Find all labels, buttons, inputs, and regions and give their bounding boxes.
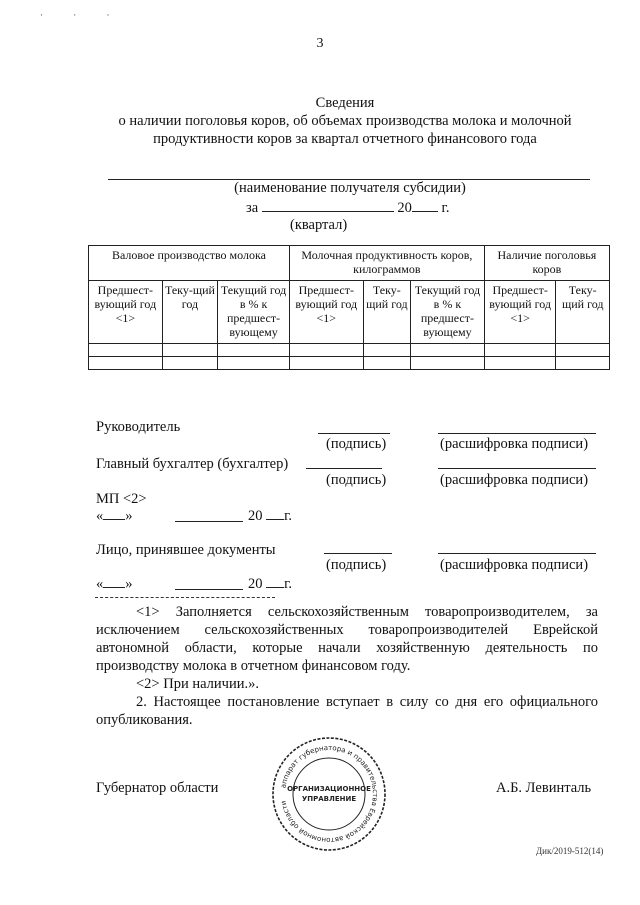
date-year-2 [248, 575, 292, 593]
data-table [88, 245, 610, 370]
page-title [90, 94, 600, 148]
title-line-1: Сведения [315, 95, 375, 111]
period-row [246, 199, 449, 217]
year-blank [412, 199, 438, 212]
head-decode-caption: (расшифровка подписи) [440, 436, 589, 452]
empty-cell[interactable] [89, 344, 163, 357]
period-prefix: за [246, 200, 259, 216]
date-open-quote: « [96, 576, 104, 592]
empty-cell[interactable] [218, 357, 290, 370]
subheader-cell: Текущий год в % к предшест-вующему [218, 281, 290, 344]
empty-cell[interactable] [363, 357, 410, 370]
governor-name: А.Б. Левинталь [496, 780, 592, 796]
subheader-cell: Предшест-вующий год <1> [89, 281, 163, 344]
footnote-2: <2> При наличии.». [136, 676, 259, 692]
governor-title: Губернатор области [96, 780, 219, 796]
recipient-caption: (наименование получателя субсидии) [234, 180, 466, 196]
quarter-blank [262, 199, 394, 212]
official-stamp [270, 735, 388, 853]
subheader-cell: Теку-щий год [556, 281, 610, 344]
empty-cell[interactable] [556, 344, 610, 357]
seal-label: МП <2> [96, 491, 147, 507]
footnotes [96, 603, 598, 729]
year-blank[interactable] [266, 575, 284, 588]
month-blank[interactable] [175, 589, 243, 590]
receiver-signature-caption: (подпись) [326, 557, 387, 573]
day-blank[interactable] [103, 575, 125, 588]
group-milk-productivity: Молочная продуктивность коров, килограммов [289, 246, 484, 281]
subheader-cell: Теку-щий год [363, 281, 410, 344]
date-close-quote: » [125, 508, 133, 524]
quarter-caption: (квартал) [290, 217, 348, 233]
year-suffix: г. [284, 508, 293, 524]
receiver-signature-line[interactable] [324, 553, 392, 554]
head-label: Руководитель [96, 419, 181, 435]
empty-cell[interactable] [411, 357, 485, 370]
empty-cell[interactable] [411, 344, 485, 357]
footnote-1: <1> Заполняется сельскохозяйственным товаропроизводителем, за исключением сельскохозяйственных товаропроизводителей Еврейской автономной области, которые начали хозяйственную деятельность по производству молока в отчетном финансовом году. [96, 604, 598, 674]
head-signature-line[interactable] [318, 433, 390, 434]
empty-cell[interactable] [162, 357, 218, 370]
title-line-2: о наличии поголовья коров, об объемах производства молока и молочной [118, 113, 572, 129]
group-gross-production: Валовое производство молока [89, 246, 290, 281]
accountant-signature-caption: (подпись) [326, 472, 387, 488]
empty-cell[interactable] [289, 357, 363, 370]
head-signature-caption: (подпись) [326, 436, 387, 452]
head-decode-line[interactable] [438, 433, 596, 434]
accountant-signature-line[interactable] [306, 468, 382, 469]
date-year-1 [248, 507, 292, 525]
empty-cell[interactable] [218, 344, 290, 357]
year-suffix: г. [284, 576, 293, 592]
stamp-ring-text: аппарат губернатора и правительства Еврейской автономной области [279, 743, 380, 845]
stamp-center-line-2: УПРАВЛЕНИЕ [301, 795, 357, 803]
subheader-cell: Текущий год в % к предшест-вующему [411, 281, 485, 344]
table-group-header-row [89, 246, 610, 281]
year-prefix: 20 [248, 508, 263, 524]
clause-2: 2. Настоящее постановление вступает в силу со дня его официального опубликования. [96, 694, 598, 728]
empty-cell[interactable] [484, 344, 556, 357]
date-row-1 [96, 507, 133, 525]
receiver-label: Лицо, принявшее документы [96, 542, 276, 558]
period-year-prefix: 20 [397, 200, 412, 216]
empty-cell[interactable] [289, 344, 363, 357]
table-row [89, 344, 610, 357]
accountant-label: Главный бухгалтер (бухгалтер) [96, 456, 289, 472]
accountant-decode-line[interactable] [438, 468, 596, 469]
group-herd-size: Наличие поголовья коров [484, 246, 609, 281]
title-line-3: продуктивности коров за квартал отчетного финансового года [153, 131, 537, 147]
empty-cell[interactable] [363, 344, 410, 357]
empty-cell[interactable] [89, 357, 163, 370]
footnote-separator [95, 597, 275, 598]
document-code: Дик/2019-512(14) [536, 846, 604, 856]
date-open-quote: « [96, 508, 104, 524]
subheader-cell: Предшест-вующий год <1> [484, 281, 556, 344]
subheader-cell: Теку-щий год [162, 281, 218, 344]
year-blank[interactable] [266, 507, 284, 520]
empty-cell[interactable] [162, 344, 218, 357]
receiver-decode-caption: (расшифровка подписи) [440, 557, 589, 573]
day-blank[interactable] [103, 507, 125, 520]
date-close-quote: » [125, 576, 133, 592]
empty-cell[interactable] [484, 357, 556, 370]
scan-dots: · · · [40, 10, 124, 20]
period-year-suffix: г. [441, 200, 450, 216]
date-row-2 [96, 575, 133, 593]
stamp-center-line-1: ОРГАНИЗАЦИОННОЕ [287, 785, 371, 793]
month-blank[interactable] [175, 521, 243, 522]
empty-cell[interactable] [556, 357, 610, 370]
page-number: 3 [316, 36, 324, 51]
receiver-decode-line[interactable] [438, 553, 596, 554]
accountant-decode-caption: (расшифровка подписи) [440, 472, 589, 488]
table-row [89, 357, 610, 370]
subheader-cell: Предшест-вующий год <1> [289, 281, 363, 344]
year-prefix: 20 [248, 576, 263, 592]
table-subheader-row [89, 281, 610, 344]
